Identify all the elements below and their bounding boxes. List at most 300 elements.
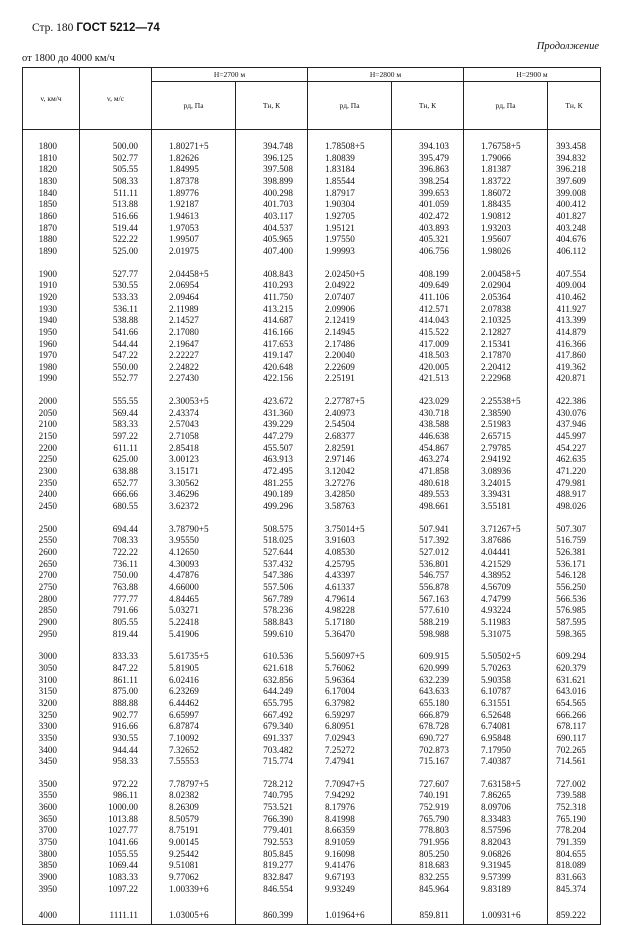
cell-temperature: 416.166 — [236, 327, 308, 339]
cell-pressure: 1.00339+6 — [152, 884, 236, 896]
cell-temperature: 556.878 — [392, 582, 464, 594]
cell-temperature: 819.277 — [236, 860, 308, 872]
cell-temperature: 527.012 — [392, 547, 464, 559]
cell-pressure: 2.51983 — [464, 419, 548, 431]
cell-v-kmh: 2550 — [23, 535, 80, 547]
cell-pressure: 1.90304 — [308, 199, 392, 211]
cell-pressure: 3.15171 — [152, 466, 236, 478]
cell-v-ms: 652.77 — [80, 478, 152, 490]
cell-v-kmh: 2900 — [23, 617, 80, 629]
table-row — [23, 535, 601, 547]
cell-pressure: 9.77062 — [152, 872, 236, 884]
cell-pressure: 6.10787 — [464, 686, 548, 698]
cell-temperature: 740.795 — [236, 790, 308, 802]
cell-temperature: 397.609 — [548, 176, 601, 188]
column-header-pressure: pд, Па — [308, 82, 392, 130]
cell-v-ms: 638.88 — [80, 466, 152, 478]
cell-temperature: 423.029 — [392, 396, 464, 408]
cell-v-kmh: 2400 — [23, 489, 80, 501]
cell-temperature: 752.919 — [392, 802, 464, 814]
cell-temperature: 400.298 — [236, 188, 308, 200]
cell-pressure: 2.07838 — [464, 304, 548, 316]
cell-pressure: 9.67193 — [308, 872, 392, 884]
cell-temperature: 678.728 — [392, 721, 464, 733]
cell-pressure: 1.99507 — [152, 234, 236, 246]
cell-temperature: 567.163 — [392, 594, 464, 606]
cell-pressure: 1.95121 — [308, 223, 392, 235]
cell-temperature: 557.506 — [236, 582, 308, 594]
cell-v-ms: 847.22 — [80, 663, 152, 675]
cell-temperature: 715.167 — [392, 756, 464, 768]
cell-pressure: 2.97146 — [308, 454, 392, 466]
table-row — [23, 524, 601, 536]
cell-v-ms: 538.88 — [80, 315, 152, 327]
cell-pressure: 3.95550 — [152, 535, 236, 547]
cell-v-ms: 522.22 — [80, 234, 152, 246]
cell-pressure: 2.24822 — [152, 362, 236, 374]
cell-pressure: 6.44462 — [152, 698, 236, 710]
cell-v-kmh: 1910 — [23, 280, 80, 292]
cell-pressure: 8.82043 — [464, 837, 548, 849]
row-spacer — [23, 768, 601, 779]
cell-pressure: 9.00145 — [152, 837, 236, 849]
cell-temperature: 832.255 — [392, 872, 464, 884]
cell-temperature: 631.621 — [548, 675, 601, 687]
column-header-temperature: Tн, К — [548, 82, 601, 130]
cell-pressure: 1.89776 — [152, 188, 236, 200]
cell-v-ms: 533.33 — [80, 292, 152, 304]
cell-temperature: 416.366 — [548, 339, 601, 351]
cell-pressure: 2.14527 — [152, 315, 236, 327]
cell-pressure: 9.25442 — [152, 849, 236, 861]
cell-v-kmh: 3350 — [23, 733, 80, 745]
cell-pressure: 1.80271+5 — [152, 141, 236, 153]
cell-v-ms: 708.33 — [80, 535, 152, 547]
cell-v-kmh: 2950 — [23, 629, 80, 641]
cell-pressure: 4.98228 — [308, 605, 392, 617]
cell-v-ms: 791.66 — [80, 605, 152, 617]
cell-pressure: 8.02382 — [152, 790, 236, 802]
cell-temperature: 727.607 — [392, 779, 464, 791]
table-row — [23, 651, 601, 663]
table-row — [23, 350, 601, 362]
cell-v-kmh: 2350 — [23, 478, 80, 490]
cell-temperature: 394.103 — [392, 141, 464, 153]
table-header — [23, 68, 601, 130]
cell-v-ms: 930.55 — [80, 733, 152, 745]
cell-temperature: 499.296 — [236, 501, 308, 513]
cell-v-kmh: 2300 — [23, 466, 80, 478]
cell-pressure: 7.94292 — [308, 790, 392, 802]
cell-temperature: 396.218 — [548, 164, 601, 176]
cell-pressure: 2.10325 — [464, 315, 548, 327]
cell-temperature: 417.653 — [236, 339, 308, 351]
cell-v-kmh: 3750 — [23, 837, 80, 849]
cell-temperature: 405.321 — [392, 234, 464, 246]
cell-pressure: 7.63158+5 — [464, 779, 548, 791]
table-row — [23, 223, 601, 235]
cell-pressure: 4.93224 — [464, 605, 548, 617]
cell-v-kmh: 3650 — [23, 814, 80, 826]
cell-pressure: 8.50579 — [152, 814, 236, 826]
cell-pressure: 2.40973 — [308, 408, 392, 420]
table-row — [23, 814, 601, 826]
cell-pressure: 1.87917 — [308, 188, 392, 200]
cell-pressure: 2.79785 — [464, 443, 548, 455]
cell-temperature: 765.790 — [392, 814, 464, 826]
cell-pressure: 1.88435 — [464, 199, 548, 211]
cell-temperature: 632.856 — [236, 675, 308, 687]
column-header-pressure: pд, Па — [464, 82, 548, 130]
cell-v-ms: 513.88 — [80, 199, 152, 211]
cell-pressure: 1.94613 — [152, 211, 236, 223]
table-row — [23, 663, 601, 675]
cell-v-kmh: 3100 — [23, 675, 80, 687]
cell-pressure: 2.22227 — [152, 350, 236, 362]
cell-v-ms: 547.22 — [80, 350, 152, 362]
cell-pressure: 3.91603 — [308, 535, 392, 547]
cell-temperature: 516.759 — [548, 535, 601, 547]
cell-v-kmh: 2450 — [23, 501, 80, 513]
cell-v-kmh: 1860 — [23, 211, 80, 223]
table-row — [23, 837, 601, 849]
cell-temperature: 644.249 — [236, 686, 308, 698]
cell-pressure: 2.43374 — [152, 408, 236, 420]
cell-temperature: 430.718 — [392, 408, 464, 420]
cell-temperature: 413.215 — [236, 304, 308, 316]
cell-temperature: 414.879 — [548, 327, 601, 339]
cell-temperature: 753.521 — [236, 802, 308, 814]
cell-temperature: 714.561 — [548, 756, 601, 768]
cell-v-kmh: 2600 — [23, 547, 80, 559]
cell-v-kmh: 2000 — [23, 396, 80, 408]
table-row — [23, 745, 601, 757]
table-row — [23, 849, 601, 861]
cell-temperature: 430.076 — [548, 408, 601, 420]
cell-temperature: 507.941 — [392, 524, 464, 536]
cell-temperature: 610.536 — [236, 651, 308, 663]
cell-v-kmh: 1840 — [23, 188, 80, 200]
cell-temperature: 859.811 — [392, 906, 464, 925]
cell-temperature: 409.649 — [392, 280, 464, 292]
cell-pressure: 1.80839 — [308, 153, 392, 165]
cell-temperature: 421.513 — [392, 373, 464, 385]
cell-temperature: 394.748 — [236, 141, 308, 153]
cell-pressure: 5.56097+5 — [308, 651, 392, 663]
cell-temperature: 508.575 — [236, 524, 308, 536]
cell-temperature: 666.879 — [392, 710, 464, 722]
row-spacer — [23, 895, 601, 906]
cell-temperature: 779.401 — [236, 825, 308, 837]
cell-v-kmh: 1800 — [23, 141, 80, 153]
table-row — [23, 419, 601, 431]
cell-v-ms: 666.66 — [80, 489, 152, 501]
cell-pressure: 2.04922 — [308, 280, 392, 292]
cell-pressure: 4.25795 — [308, 559, 392, 571]
cell-temperature: 408.843 — [236, 269, 308, 281]
cell-temperature: 463.274 — [392, 454, 464, 466]
row-spacer — [23, 130, 601, 142]
cell-v-ms: 888.88 — [80, 698, 152, 710]
table-row — [23, 802, 601, 814]
cell-v-kmh: 1920 — [23, 292, 80, 304]
table-row — [23, 582, 601, 594]
cell-v-ms: 625.00 — [80, 454, 152, 466]
table-row — [23, 570, 601, 582]
cell-pressure: 4.21529 — [464, 559, 548, 571]
cell-temperature: 547.386 — [236, 570, 308, 582]
table-row — [23, 675, 601, 687]
cell-v-kmh: 3150 — [23, 686, 80, 698]
cell-temperature: 728.212 — [236, 779, 308, 791]
cell-temperature: 396.863 — [392, 164, 464, 176]
cell-pressure: 6.31551 — [464, 698, 548, 710]
cell-pressure: 5.22418 — [152, 617, 236, 629]
table-row — [23, 559, 601, 571]
cell-v-kmh: 3000 — [23, 651, 80, 663]
cell-pressure: 2.71058 — [152, 431, 236, 443]
cell-temperature: 401.703 — [236, 199, 308, 211]
cell-pressure: 1.85544 — [308, 176, 392, 188]
cell-temperature: 655.795 — [236, 698, 308, 710]
cell-temperature: 703.482 — [236, 745, 308, 757]
cell-v-ms: 511.11 — [80, 188, 152, 200]
cell-temperature: 845.374 — [548, 884, 601, 896]
cell-temperature: 446.638 — [392, 431, 464, 443]
cell-v-kmh: 1870 — [23, 223, 80, 235]
cell-v-kmh: 2700 — [23, 570, 80, 582]
cell-temperature: 454.227 — [548, 443, 601, 455]
cell-v-ms: 544.44 — [80, 339, 152, 351]
cell-pressure: 6.87874 — [152, 721, 236, 733]
table-row — [23, 269, 601, 281]
column-header-v-kmh: v, км/ч — [23, 68, 80, 130]
cell-pressure: 3.87686 — [464, 535, 548, 547]
cell-pressure: 2.06954 — [152, 280, 236, 292]
cell-pressure: 6.52648 — [464, 710, 548, 722]
cell-temperature: 410.462 — [548, 292, 601, 304]
cell-v-kmh: 1990 — [23, 373, 80, 385]
cell-pressure: 5.17180 — [308, 617, 392, 629]
cell-v-ms: 1083.33 — [80, 872, 152, 884]
cell-pressure: 2.38590 — [464, 408, 548, 420]
cell-pressure: 3.12042 — [308, 466, 392, 478]
table-row — [23, 698, 601, 710]
cell-pressure: 3.30562 — [152, 478, 236, 490]
cell-pressure: 5.41906 — [152, 629, 236, 641]
cell-temperature: 408.199 — [392, 269, 464, 281]
cell-v-kmh: 3500 — [23, 779, 80, 791]
cell-v-kmh: 3200 — [23, 698, 80, 710]
cell-temperature: 395.479 — [392, 153, 464, 165]
table-row — [23, 790, 601, 802]
cell-temperature: 792.553 — [236, 837, 308, 849]
cell-temperature: 691.337 — [236, 733, 308, 745]
cell-pressure: 6.02416 — [152, 675, 236, 687]
cell-temperature: 445.997 — [548, 431, 601, 443]
cell-temperature: 479.981 — [548, 478, 601, 490]
cell-v-kmh: 1830 — [23, 176, 80, 188]
cell-pressure: 2.25191 — [308, 373, 392, 385]
cell-temperature: 417.860 — [548, 350, 601, 362]
cell-v-kmh: 1880 — [23, 234, 80, 246]
column-header-pressure: pд, Па — [152, 82, 236, 130]
cell-temperature: 398.899 — [236, 176, 308, 188]
cell-temperature: 766.390 — [236, 814, 308, 826]
cell-pressure: 2.05364 — [464, 292, 548, 304]
cell-temperature: 409.004 — [548, 280, 601, 292]
cell-temperature: 643.016 — [548, 686, 601, 698]
cell-v-kmh: 2200 — [23, 443, 80, 455]
cell-temperature: 393.458 — [548, 141, 601, 153]
cell-v-kmh: 3850 — [23, 860, 80, 872]
cell-v-kmh: 3400 — [23, 745, 80, 757]
cell-temperature: 609.294 — [548, 651, 601, 663]
cell-pressure: 7.32652 — [152, 745, 236, 757]
cell-pressure: 2.17080 — [152, 327, 236, 339]
table-row — [23, 825, 601, 837]
cell-temperature: 805.845 — [236, 849, 308, 861]
table-row — [23, 153, 601, 165]
cell-v-kmh: 3700 — [23, 825, 80, 837]
cell-pressure: 7.02943 — [308, 733, 392, 745]
cell-temperature: 818.089 — [548, 860, 601, 872]
table-row — [23, 164, 601, 176]
cell-v-ms: 569.44 — [80, 408, 152, 420]
cell-temperature: 778.803 — [392, 825, 464, 837]
cell-temperature: 526.381 — [548, 547, 601, 559]
cell-pressure: 4.61337 — [308, 582, 392, 594]
cell-temperature: 507.307 — [548, 524, 601, 536]
cell-pressure: 2.04458+5 — [152, 269, 236, 281]
table-row — [23, 292, 601, 304]
cell-v-kmh: 2250 — [23, 454, 80, 466]
cell-pressure: 4.47876 — [152, 570, 236, 582]
cell-pressure: 2.82591 — [308, 443, 392, 455]
cell-pressure: 8.09706 — [464, 802, 548, 814]
cell-temperature: 556.250 — [548, 582, 601, 594]
cell-temperature: 654.565 — [548, 698, 601, 710]
cell-v-kmh: 2800 — [23, 594, 80, 606]
cell-v-kmh: 1960 — [23, 339, 80, 351]
cell-v-ms: 519.44 — [80, 223, 152, 235]
table-row — [23, 872, 601, 884]
cell-temperature: 587.595 — [548, 617, 601, 629]
table-row — [23, 176, 601, 188]
table-row — [23, 617, 601, 629]
cell-pressure: 5.90358 — [464, 675, 548, 687]
cell-temperature: 832.847 — [236, 872, 308, 884]
cell-temperature: 405.965 — [236, 234, 308, 246]
cell-pressure: 2.02450+5 — [308, 269, 392, 281]
cell-pressure: 6.74081 — [464, 721, 548, 733]
table-row — [23, 466, 601, 478]
atmosphere-table — [22, 67, 601, 925]
cell-temperature: 727.002 — [548, 779, 601, 791]
cell-pressure: 3.46296 — [152, 489, 236, 501]
cell-v-kmh: 1930 — [23, 304, 80, 316]
cell-v-kmh: 1980 — [23, 362, 80, 374]
cell-v-ms: 763.88 — [80, 582, 152, 594]
cell-pressure: 9.16098 — [308, 849, 392, 861]
cell-temperature: 498.026 — [548, 501, 601, 513]
cell-temperature: 588.219 — [392, 617, 464, 629]
table-row — [23, 234, 601, 246]
cell-pressure: 5.11983 — [464, 617, 548, 629]
cell-pressure: 2.65715 — [464, 431, 548, 443]
cell-pressure: 3.71267+5 — [464, 524, 548, 536]
cell-temperature: 406.756 — [392, 246, 464, 258]
cell-temperature: 537.432 — [236, 559, 308, 571]
cell-temperature: 438.588 — [392, 419, 464, 431]
table-row — [23, 629, 601, 641]
row-spacer — [23, 385, 601, 396]
cell-temperature: 399.653 — [392, 188, 464, 200]
cell-temperature: 481.255 — [236, 478, 308, 490]
cell-pressure: 4.56709 — [464, 582, 548, 594]
cell-pressure: 7.86265 — [464, 790, 548, 802]
cell-pressure: 6.65997 — [152, 710, 236, 722]
cell-temperature: 411.927 — [548, 304, 601, 316]
cell-temperature: 536.171 — [548, 559, 601, 571]
cell-v-kmh: 2500 — [23, 524, 80, 536]
cell-pressure: 3.75014+5 — [308, 524, 392, 536]
cell-v-kmh: 2850 — [23, 605, 80, 617]
cell-v-ms: 694.44 — [80, 524, 152, 536]
cell-v-ms: 1055.55 — [80, 849, 152, 861]
cell-pressure: 1.92705 — [308, 211, 392, 223]
cell-v-ms: 1041.66 — [80, 837, 152, 849]
cell-pressure: 8.91059 — [308, 837, 392, 849]
cell-pressure: 8.75191 — [152, 825, 236, 837]
cell-temperature: 498.661 — [392, 501, 464, 513]
cell-temperature: 401.059 — [392, 199, 464, 211]
cell-temperature: 420.005 — [392, 362, 464, 374]
cell-pressure: 4.66000 — [152, 582, 236, 594]
group-header-2700: H=2700 м — [152, 68, 308, 82]
cell-pressure: 1.97053 — [152, 223, 236, 235]
cell-v-kmh: 3950 — [23, 884, 80, 896]
cell-v-ms: 833.33 — [80, 651, 152, 663]
cell-v-kmh: 3250 — [23, 710, 80, 722]
cell-v-ms: 583.33 — [80, 419, 152, 431]
cell-pressure: 5.76062 — [308, 663, 392, 675]
cell-pressure: 4.30093 — [152, 559, 236, 571]
cell-pressure: 1.98026 — [464, 246, 548, 258]
cell-v-ms: 736.11 — [80, 559, 152, 571]
cell-temperature: 791.956 — [392, 837, 464, 849]
cell-temperature: 463.913 — [236, 454, 308, 466]
cell-pressure: 7.17950 — [464, 745, 548, 757]
cell-pressure: 1.82626 — [152, 153, 236, 165]
cell-temperature: 396.125 — [236, 153, 308, 165]
cell-v-ms: 550.00 — [80, 362, 152, 374]
cell-v-ms: 861.11 — [80, 675, 152, 687]
cell-v-ms: 555.55 — [80, 396, 152, 408]
cell-temperature: 666.266 — [548, 710, 601, 722]
cell-v-ms: 750.00 — [80, 570, 152, 582]
cell-v-ms: 1069.44 — [80, 860, 152, 872]
cell-pressure: 5.36470 — [308, 629, 392, 641]
cell-v-ms: 805.55 — [80, 617, 152, 629]
cell-v-kmh: 3900 — [23, 872, 80, 884]
cell-temperature: 455.507 — [236, 443, 308, 455]
cell-pressure: 2.17486 — [308, 339, 392, 351]
cell-pressure: 7.70947+5 — [308, 779, 392, 791]
cell-temperature: 404.537 — [236, 223, 308, 235]
cell-temperature: 403.117 — [236, 211, 308, 223]
cell-v-ms: 1013.88 — [80, 814, 152, 826]
